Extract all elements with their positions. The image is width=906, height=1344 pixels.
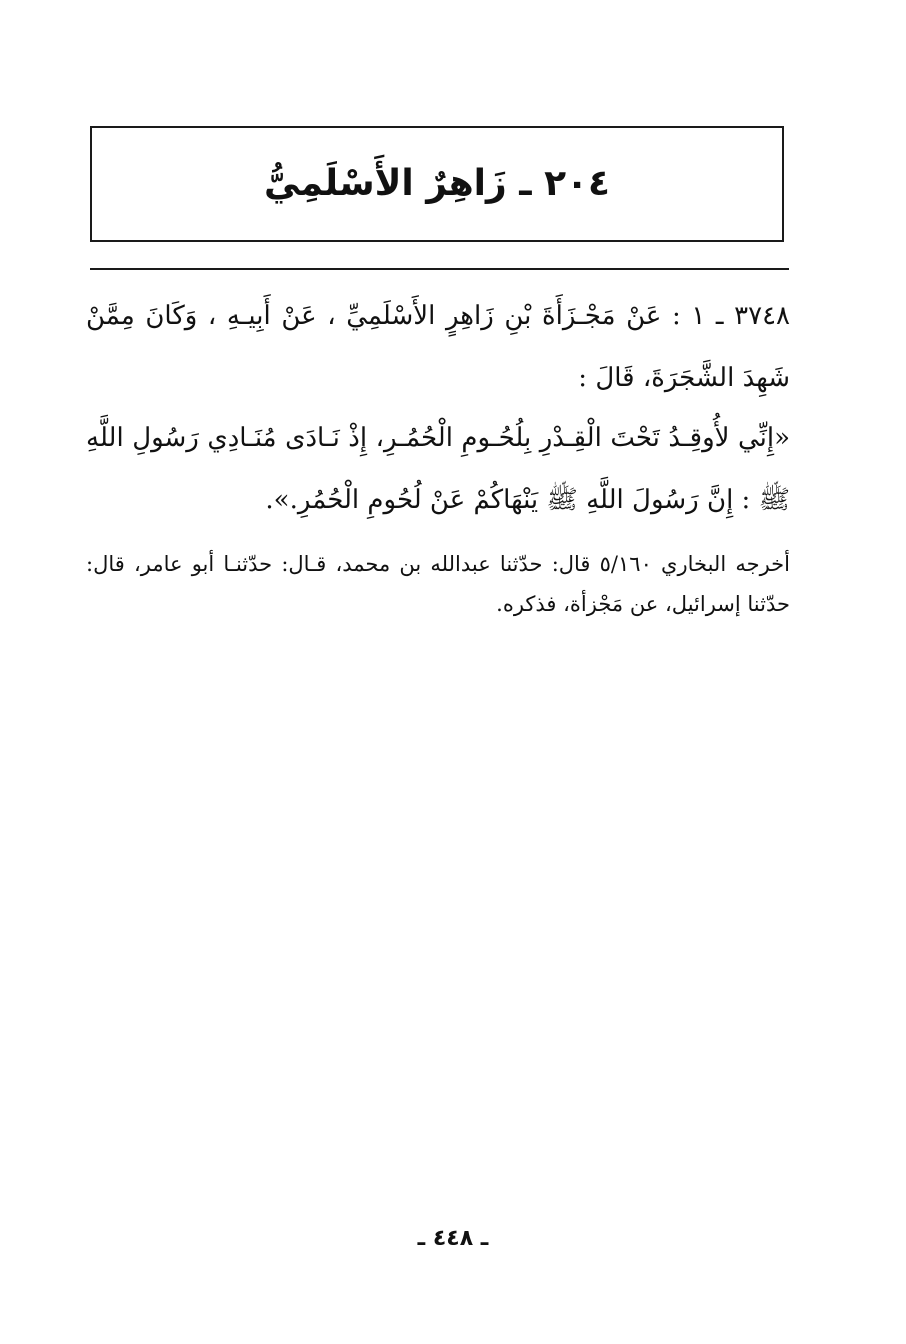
page-number: ـ ٤٤٨ ـ [417, 1226, 489, 1251]
chapter-title: ٢٠٤ ـ زَاهِرٌ الأَسْلَمِيُّ [263, 163, 611, 204]
hadith-matn: «إِنِّي لأُوقِـدُ تَحْتَ الْقِـدْرِ بِلُحُـومِ الْحُمُـرِ، إِذْ نَـادَى مُنَـادِي رَسُولِ اللَّهِ ﷺ : إِنَّ رَسُولَ اللَّهِ ﷺ يَنْهَاكُمْ عَنْ لُحُومِ الْحُمُرِ.». [86, 423, 790, 515]
chapter-title-box [90, 126, 784, 242]
hadith-isnad: ٣٧٤٨ ـ ١ : عَنْ مَجْـزَأَةَ بْنِ زَاهِرٍ الأَسْلَمِيِّ ، عَنْ أَبِيـهِ ، وَكَانَ مِمَّنْ شَهِدَ الشَّجَرَةَ، قَالَ : [86, 301, 790, 393]
horizontal-rule [90, 268, 789, 270]
takhrij-note: أخرجه البخاري ٥/١٦٠ قال: حدّثنا عبدالله بن محمد، قـال: حدّثنـا أبو عامر، قال: حدّثنا إسرائيل، عن مَجْزأة، فذكره. [86, 552, 790, 616]
